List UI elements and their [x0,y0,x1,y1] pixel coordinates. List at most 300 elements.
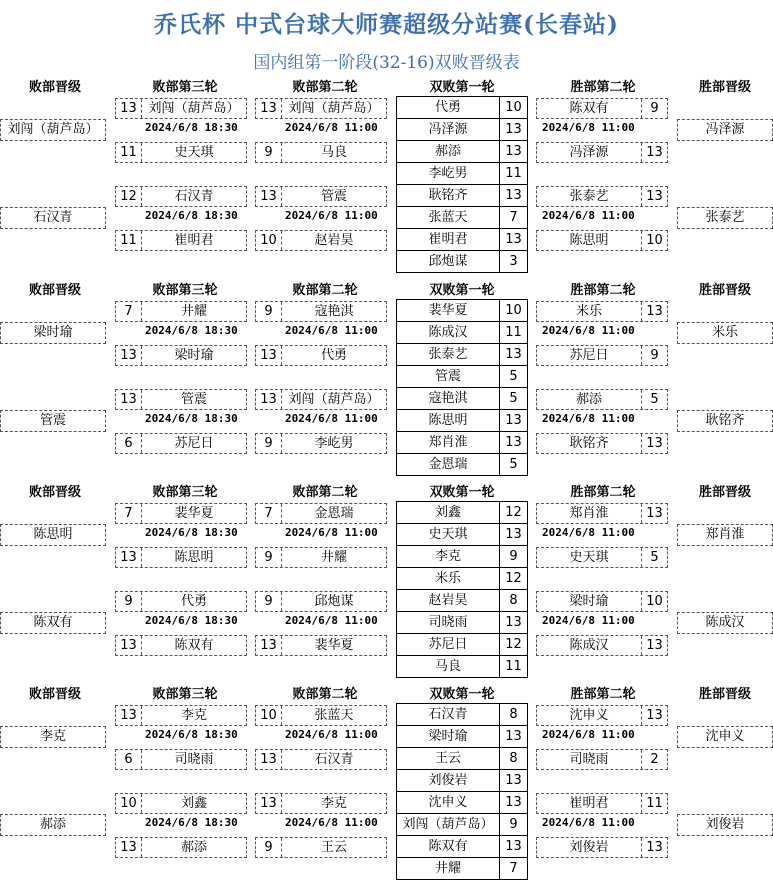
player-score: 7 [499,858,527,879]
player-name: 郝添 [575,392,602,407]
player-score: 13 [499,726,527,747]
first-round-entry [396,857,528,880]
column-header: 败部晋级 [28,283,81,298]
player-score: 11 [499,322,527,343]
first-round-entry [396,453,528,476]
column-header: 败部第二轮 [292,687,358,702]
player-score: 13 [499,119,527,140]
player-name: 张泰艺 [569,189,609,204]
player-name: 裴华夏 [428,303,468,318]
player-name: 刘俊岩 [569,840,609,855]
player-name: 陈思明 [174,550,214,565]
player-name: 陈双有 [569,101,609,116]
first-round-entry [396,140,528,163]
column-header: 双败第一轮 [429,80,495,95]
player-name: 井耀 [320,550,347,565]
player-name: 司晓雨 [428,615,468,630]
player-name: 史天琪 [569,550,609,565]
match-datetime: 2024/6/8 11:00 [285,209,378,222]
player-name: 井耀 [180,304,207,319]
winners-advance: 郑肖淮 [677,524,773,546]
player-score: 7 [499,207,527,228]
player-name: 邱炮谋 [314,594,354,609]
losers-advance: 石汉青 [0,207,106,229]
first-round-entry [396,228,528,251]
match-datetime: 2024/6/8 18:30 [145,121,238,134]
player-score: 6 [116,434,142,453]
player-name: 崔明君 [569,796,609,811]
match-datetime: 2024/6/8 11:00 [285,412,378,425]
player-name: 金恩瑞 [314,506,354,521]
player-score: 13 [641,838,667,857]
player-name: 苏尼日 [174,436,214,451]
player-name: 李克 [434,549,461,564]
winners-advance: 耿铭齐 [677,410,773,432]
winners-round2-entry [536,186,668,207]
player-score: 13 [499,524,527,545]
player-name: 司晓雨 [569,752,609,767]
player-score: 9 [641,346,667,365]
player-score: 11 [116,143,142,162]
winners-round2-entry [536,98,668,119]
player-name: 米乐 [434,571,461,586]
player-score: 11 [116,231,142,250]
column-header: 败部第三轮 [152,283,218,298]
column-header: 胜部第二轮 [570,80,636,95]
player-name: 王云 [434,751,461,766]
match-datetime: 2024/6/8 18:30 [145,728,238,741]
losers-round3-entry [115,635,247,656]
player-name: 张蓝天 [314,708,354,723]
player-name: 代勇 [320,348,347,363]
player-name: 史天琪 [428,527,468,542]
losers-round2-entry [255,705,387,726]
losers-round3-entry [115,503,247,524]
player-name: 郑肖淮 [428,435,468,450]
match-datetime: 2024/6/8 11:00 [285,526,378,539]
match-datetime: 2024/6/8 11:00 [542,526,635,539]
first-round-entry [396,321,528,344]
losers-advance: 郝添 [0,814,106,836]
match-datetime: 2024/6/8 18:30 [145,324,238,337]
winners-round2-entry [536,301,668,322]
player-name: 赵岩昊 [314,233,354,248]
first-round-entry [396,655,528,678]
first-round-entry [396,184,528,207]
column-header: 双败第一轮 [429,687,495,702]
player-score: 5 [499,366,527,387]
player-name: 郝添 [180,840,207,855]
losers-round3-entry [115,547,247,568]
player-score: 13 [499,410,527,431]
winners-advance: 陈成汉 [677,612,773,634]
first-round-entry [396,703,528,726]
player-score: 13 [116,390,142,409]
match-datetime: 2024/6/8 11:00 [542,412,635,425]
losers-round3-entry [115,749,247,770]
player-name: 李屹男 [428,166,468,181]
player-score: 13 [499,229,527,250]
winners-advance: 冯泽源 [677,119,773,141]
player-score: 13 [641,636,667,655]
player-score: 2 [641,750,667,769]
player-score: 10 [641,592,667,611]
match-datetime: 2024/6/8 11:00 [285,614,378,627]
match-datetime: 2024/6/8 11:00 [285,728,378,741]
first-round-entry [396,250,528,273]
player-score: 13 [641,143,667,162]
player-score: 8 [499,748,527,769]
losers-round3-entry [115,705,247,726]
winners-round2-entry [536,503,668,524]
page-subtitle: 国内组第一阶段(32-16)双败晋级表 [253,53,520,73]
first-round-entry [396,567,528,590]
match-datetime: 2024/6/8 18:30 [145,209,238,222]
player-name: 李克 [320,796,347,811]
first-round-entry [396,299,528,322]
first-round-entry [396,501,528,524]
player-name: 陈双有 [174,638,214,653]
match-datetime: 2024/6/8 18:30 [145,614,238,627]
first-round-entry [396,589,528,612]
player-score: 13 [499,432,527,453]
match-datetime: 2024/6/8 11:00 [542,614,635,627]
player-name: 石汉青 [314,752,354,767]
column-header: 败部第二轮 [292,485,358,500]
player-name: 马良 [434,659,461,674]
player-name: 裴华夏 [314,638,354,653]
player-score: 10 [641,231,667,250]
column-header: 双败第一轮 [429,485,495,500]
player-name: 崔明君 [428,232,468,247]
player-score: 13 [116,636,142,655]
losers-advance: 梁时瑜 [0,322,106,344]
first-round-entry [396,387,528,410]
player-name: 寇艳淇 [314,304,354,319]
player-score: 13 [499,612,527,633]
player-score: 5 [499,388,527,409]
losers-round3-entry [115,837,247,858]
player-name: 金恩瑞 [428,457,468,472]
column-header: 败部晋级 [28,485,81,500]
column-header: 败部第二轮 [292,80,358,95]
player-name: 耿铭齐 [428,188,468,203]
column-header: 败部晋级 [28,80,81,95]
first-round-entry [396,813,528,836]
losers-round2-entry [255,547,387,568]
winners-round2-entry [536,547,668,568]
player-score: 6 [116,750,142,769]
losers-round3-entry [115,433,247,454]
player-score: 13 [116,838,142,857]
player-name: 寇艳淇 [428,391,468,406]
player-name: 刘闯（葫芦岛） [148,101,240,116]
player-score: 9 [256,143,282,162]
player-score: 7 [256,504,282,523]
first-round-entry [396,162,528,185]
winners-round2-entry [536,591,668,612]
column-header: 胜部第二轮 [570,283,636,298]
losers-advance: 刘闯（葫芦岛） [0,119,106,141]
player-score: 12 [499,502,527,523]
player-score: 9 [256,592,282,611]
player-name: 沈申义 [569,708,609,723]
player-name: 邱炮谋 [428,254,468,269]
player-score: 13 [116,706,142,725]
losers-round2-entry [255,186,387,207]
player-score: 13 [499,792,527,813]
column-header: 胜部第二轮 [570,485,636,500]
player-score: 13 [499,185,527,206]
player-score: 13 [499,344,527,365]
first-round-entry [396,96,528,119]
player-score: 13 [256,390,282,409]
player-name: 苏尼日 [428,637,468,652]
player-score: 13 [641,187,667,206]
winners-round2-entry [536,749,668,770]
player-score: 12 [499,568,527,589]
match-datetime: 2024/6/8 18:30 [145,816,238,829]
losers-round2-entry [255,837,387,858]
player-name: 冯泽源 [569,145,609,160]
player-name: 刘闯（葫芦岛） [288,392,380,407]
first-round-entry [396,545,528,568]
winners-round2-entry [536,142,668,163]
player-score: 8 [499,590,527,611]
first-round-entry [396,118,528,141]
match-datetime: 2024/6/8 11:00 [542,816,635,829]
player-score: 9 [499,814,527,835]
player-score: 11 [499,656,527,677]
column-header: 胜部晋级 [698,283,751,298]
losers-advance: 陈思明 [0,524,106,546]
player-name: 郝添 [434,144,461,159]
player-name: 马良 [320,145,347,160]
match-datetime: 2024/6/8 11:00 [542,728,635,741]
column-header: 败部第二轮 [292,283,358,298]
match-datetime: 2024/6/8 18:30 [145,412,238,425]
first-round-entry [396,769,528,792]
winners-round2-entry [536,705,668,726]
player-score: 11 [499,163,527,184]
first-round-entry [396,206,528,229]
player-score: 9 [256,838,282,857]
match-datetime: 2024/6/8 11:00 [285,121,378,134]
player-score: 9 [256,434,282,453]
losers-round3-entry [115,345,247,366]
player-score: 10 [256,706,282,725]
player-name: 石汉青 [428,707,468,722]
losers-round2-entry [255,345,387,366]
player-name: 冯泽源 [428,122,468,137]
losers-round3-entry [115,301,247,322]
column-header: 败部第三轮 [152,485,218,500]
losers-round2-entry [255,433,387,454]
losers-advance: 管震 [0,410,106,432]
losers-round2-entry [255,301,387,322]
winners-advance: 沈申义 [677,726,773,748]
page-title: 乔氏杯 中式台球大师赛超级分站赛(长春站) [154,11,619,38]
first-round-entry [396,343,528,366]
player-name: 米乐 [575,304,602,319]
winners-round2-entry [536,793,668,814]
player-name: 陈成汉 [428,325,468,340]
player-name: 王云 [320,840,347,855]
player-name: 刘鑫 [434,505,461,520]
player-name: 李屹男 [314,436,354,451]
player-score: 10 [256,231,282,250]
player-name: 梁时瑜 [569,594,609,609]
column-header: 胜部晋级 [698,687,751,702]
losers-round2-entry [255,503,387,524]
player-name: 沈申义 [428,795,468,810]
player-score: 13 [256,636,282,655]
losers-round2-entry [255,591,387,612]
player-score: 13 [499,141,527,162]
match-datetime: 2024/6/8 11:00 [285,324,378,337]
losers-round2-entry [255,389,387,410]
player-score: 13 [116,548,142,567]
first-round-entry [396,747,528,770]
player-name: 陈思明 [428,413,468,428]
winners-round2-entry [536,230,668,251]
player-name: 裴华夏 [174,506,214,521]
player-name: 耿铭齐 [569,436,609,451]
first-round-entry [396,523,528,546]
player-score: 12 [116,187,142,206]
player-score: 13 [116,99,142,118]
player-name: 刘闯（葫芦岛） [288,101,380,116]
player-name: 管震 [180,392,207,407]
column-header: 败部第三轮 [152,80,218,95]
winners-advance: 刘俊岩 [677,814,773,836]
losers-round3-entry [115,186,247,207]
column-header: 败部晋级 [28,687,81,702]
match-datetime: 2024/6/8 11:00 [542,121,635,134]
player-name: 陈思明 [569,233,609,248]
losers-round3-entry [115,142,247,163]
player-name: 史天琪 [174,145,214,160]
player-score: 13 [641,434,667,453]
player-score: 5 [499,454,527,475]
player-score: 10 [499,97,527,118]
player-score: 7 [116,302,142,321]
losers-round3-entry [115,591,247,612]
player-score: 10 [499,300,527,321]
first-round-entry [396,365,528,388]
match-datetime: 2024/6/8 11:00 [542,209,635,222]
winners-round2-entry [536,635,668,656]
player-score: 13 [641,706,667,725]
winners-round2-entry [536,837,668,858]
column-header: 胜部晋级 [698,485,751,500]
losers-round2-entry [255,98,387,119]
losers-round2-entry [255,230,387,251]
match-datetime: 2024/6/8 11:00 [542,324,635,337]
player-name: 张蓝天 [428,210,468,225]
player-score: 10 [116,794,142,813]
losers-round3-entry [115,98,247,119]
player-name: 陈成汉 [569,638,609,653]
player-score: 13 [256,794,282,813]
player-score: 3 [499,251,527,272]
winners-advance: 米乐 [677,322,773,344]
losers-round2-entry [255,793,387,814]
losers-round3-entry [115,389,247,410]
player-name: 赵岩昊 [428,593,468,608]
player-name: 石汉青 [174,189,214,204]
first-round-entry [396,633,528,656]
player-score: 13 [256,750,282,769]
player-score: 13 [641,302,667,321]
player-score: 8 [499,704,527,725]
player-score: 13 [256,99,282,118]
losers-round2-entry [255,749,387,770]
player-name: 张泰艺 [428,347,468,362]
player-score: 13 [641,504,667,523]
losers-round2-entry [255,142,387,163]
first-round-entry [396,409,528,432]
player-name: 崔明君 [174,233,214,248]
column-header: 败部第三轮 [152,687,218,702]
winners-round2-entry [536,433,668,454]
player-name: 刘闯（葫芦岛） [402,817,494,832]
player-name: 梁时瑜 [174,348,214,363]
first-round-entry [396,791,528,814]
first-round-entry [396,835,528,858]
column-header: 胜部第二轮 [570,687,636,702]
losers-round3-entry [115,793,247,814]
player-score: 5 [641,548,667,567]
match-datetime: 2024/6/8 18:30 [145,526,238,539]
player-score: 13 [116,346,142,365]
player-name: 苏尼日 [569,348,609,363]
player-score: 9 [256,548,282,567]
player-score: 13 [256,346,282,365]
first-round-entry [396,611,528,634]
player-name: 陈双有 [428,839,468,854]
winners-round2-entry [536,389,668,410]
first-round-entry [396,431,528,454]
losers-round2-entry [255,635,387,656]
winners-advance: 张泰艺 [677,207,773,229]
player-name: 管震 [434,369,461,384]
player-name: 刘俊岩 [428,773,468,788]
player-name: 司晓雨 [174,752,214,767]
player-name: 代勇 [180,594,207,609]
player-name: 梁时瑜 [428,729,468,744]
player-score: 9 [256,302,282,321]
player-name: 井耀 [434,861,461,876]
losers-advance: 陈双有 [0,612,106,634]
player-name: 李克 [180,708,207,723]
player-score: 13 [499,770,527,791]
player-score: 9 [641,99,667,118]
player-score: 13 [256,187,282,206]
winners-round2-entry [536,345,668,366]
player-name: 代勇 [434,100,461,115]
losers-advance: 李克 [0,726,106,748]
first-round-entry [396,725,528,748]
player-score: 5 [641,390,667,409]
column-header: 胜部晋级 [698,80,751,95]
losers-round3-entry [115,230,247,251]
player-score: 11 [641,794,667,813]
player-score: 13 [499,836,527,857]
player-name: 管震 [320,189,347,204]
player-name: 刘鑫 [180,796,207,811]
player-score: 9 [116,592,142,611]
